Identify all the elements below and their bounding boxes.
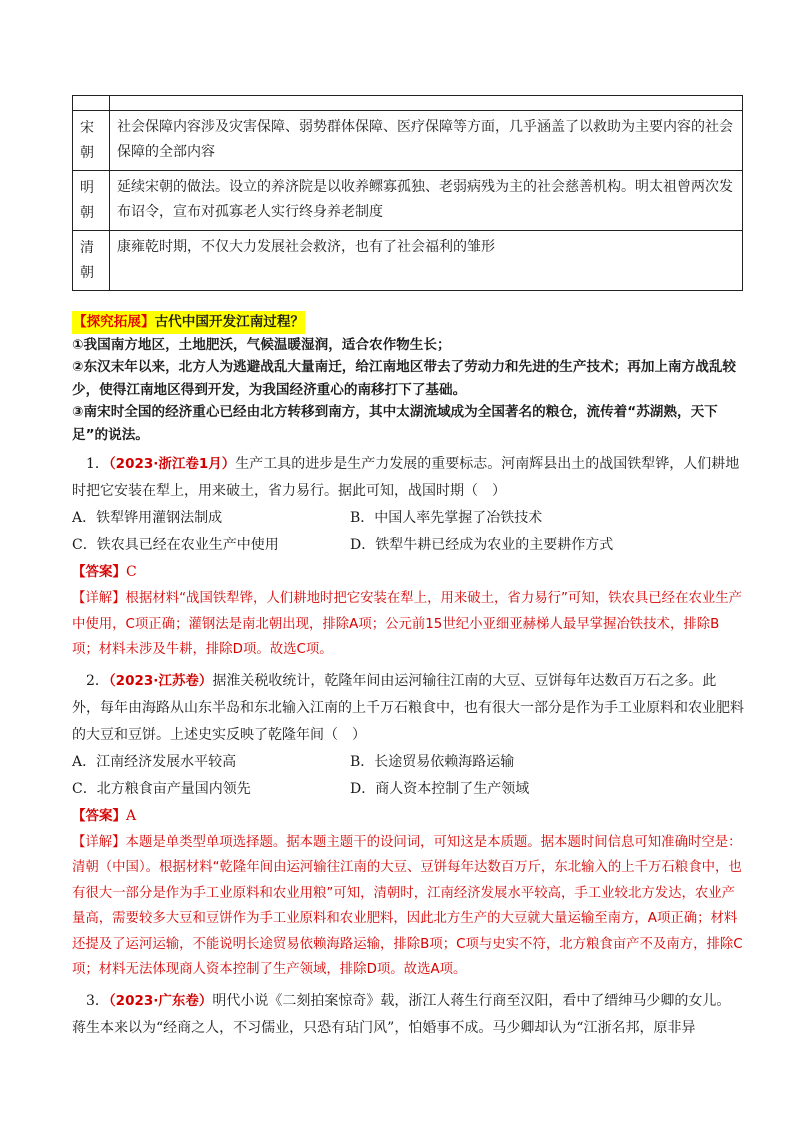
question-text: 据淮关税收统计，乾隆年间由运河输往江南的大豆、豆饼每年达数百万石之多。此外，每年由海路从山东半岛和东北输入江南的上千万石粮食中，也有很大一部分是作为手工业原料和农业肥料的大豆和豆饼。上述史实反映了乾隆年间（ ） xyxy=(72,672,744,743)
answer-label: 【答案】 xyxy=(72,807,126,824)
history-table xyxy=(72,95,743,291)
question-source: （2023·广东卷） xyxy=(108,992,213,1009)
era-cell xyxy=(73,96,110,111)
option-c: C．北方粮食亩产量国内领先 xyxy=(72,780,251,797)
explore-title xyxy=(72,311,305,334)
content-cell: 延续宋朝的做法。设立的养济院是以收养鳏寡孤独、老弱病残为主的社会慈善机构。明太祖曾两次发布诏令，宣布对孤寡老人实行终身养老制度 xyxy=(110,171,743,231)
option-a: A．铁犁铧用灌钢法制成 xyxy=(72,510,223,526)
explore-question: 古代中国开发江南过程？ xyxy=(154,314,305,330)
option-d: D．商人资本控制了生产领域 xyxy=(350,780,530,797)
answer-value: C xyxy=(126,564,137,580)
question-stem xyxy=(72,668,744,749)
option-grid xyxy=(72,749,744,803)
answer-value: A xyxy=(126,807,137,824)
option-grid xyxy=(72,505,744,559)
table-row xyxy=(73,231,743,291)
content-cell: 康雍乾时期，不仅大力发展社会救济，也有了社会福利的雏形 xyxy=(110,231,743,291)
content-cell xyxy=(110,96,743,111)
question-text: 生产工具的进步是生产力发展的重要标志。河南辉县出土的战国铁犁铧，人们耕地时把它安装在犁上，用来破土，省力易行。据此可知，战国时期（ ） xyxy=(72,456,740,499)
table-row xyxy=(73,96,743,111)
option-b: B．长途贸易依赖海路运输 xyxy=(350,753,515,770)
content-cell: 社会保障内容涉及灾害保障、弱势群体保障、医疗保障等方面，几乎涵盖了以救助为主要内容的社会保障的全部内容 xyxy=(110,111,743,171)
explore-point: ①我国南方地区，土地肥沃，气候温暖湿润，适合农作物生长； xyxy=(72,336,451,353)
answer-label: 【答案】 xyxy=(72,564,126,580)
question-text: 明代小说《二刻拍案惊奇》载，浙江人蒋生行商至汉阳，看中了缙绅马少卿的女儿。蒋生本来以为“经商之人，不习儒业，只恐有玷门风”，怕婚事不成。马少卿却认为“江浙名邦，原非异 xyxy=(72,992,731,1036)
question-number: 2． xyxy=(86,672,109,689)
document-page xyxy=(72,95,744,1042)
question-stem xyxy=(72,451,744,505)
answer-line xyxy=(72,803,744,830)
option-d: D．铁犁牛耕已经成为农业的主要耕作方式 xyxy=(350,537,614,553)
explore-section xyxy=(72,311,744,446)
question-number: 3． xyxy=(86,992,109,1009)
era-cell: 宋朝 xyxy=(73,111,110,171)
option-b: B．中国人率先掌握了冶铁技术 xyxy=(350,510,543,526)
answer-detail: 【详解】根据材料“战国铁犁铧，人们耕地时把它安装在犁上，用来破土，省力易行”可知，铁农具已经在农业生产中使用，C项正确；灌钢法是南北朝出现，排除A项；公元前15世纪小亚细亚赫梯人最早掌握冶铁技术，排除B项；材料未涉及牛耕，排除D项。故选C项。 xyxy=(72,591,743,657)
question-source: （2023·浙江卷1月） xyxy=(108,456,236,472)
question-stem xyxy=(72,988,744,1042)
question-3 xyxy=(72,988,744,1042)
table-row xyxy=(73,171,743,231)
era-cell: 明朝 xyxy=(73,171,110,231)
question-2 xyxy=(72,668,744,983)
era-cell: 清朝 xyxy=(73,231,110,291)
answer-line xyxy=(72,559,744,586)
option-c: C．铁农具已经在农业生产中使用 xyxy=(72,537,279,553)
table-row xyxy=(73,111,743,171)
option-a: A．江南经济发展水平较高 xyxy=(72,753,237,770)
question-1 xyxy=(72,451,744,663)
question-number: 1． xyxy=(86,456,109,472)
question-source: （2023·江苏卷） xyxy=(108,672,213,689)
explore-point: ②东汉末年以来，北方人为逃避战乱大量南迁，给江南地区带去了劳动力和先进的生产技术；再加上南方战乱较少，使得江南地区得到开发，为我国经济重心的南移打下了基础。 xyxy=(72,359,737,398)
explore-point: ③南宋时全国的经济重心已经由北方转移到南方，其中太湖流域成为全国著名的粮仓，流传着“苏湖熟，天下足”的说法。 xyxy=(72,404,718,443)
explore-bracket: 【探究拓展】 xyxy=(73,314,155,330)
answer-detail: 【详解】本题是单类型单项选择题。据本题主题干的设问词，可知这是本质题。据本题时间信息可知准确时空是：清朝（中国）。根据材料“乾隆年间由运河输往江南的大豆、豆饼每年达数百万斤，东北输入的上千万石粮食中，也有很大一部分是作为手工业原料和农业用粮”可知，清朝时，江南经济发展水平较高，手工业较北方发达，农业产量高，需要较多大豆和豆饼作为手工业原料和农业肥料，因此北方生产的大豆就大量运输至南方，A项正确；材料还提及了运河运输，不能说明长途贸易依赖海路运输，排除B项；C项与史实不符，北方粮食亩产不及南方，排除C项；材料无法体现商人资本控制了生产领域，排除D项。故选A项。 xyxy=(72,834,743,977)
